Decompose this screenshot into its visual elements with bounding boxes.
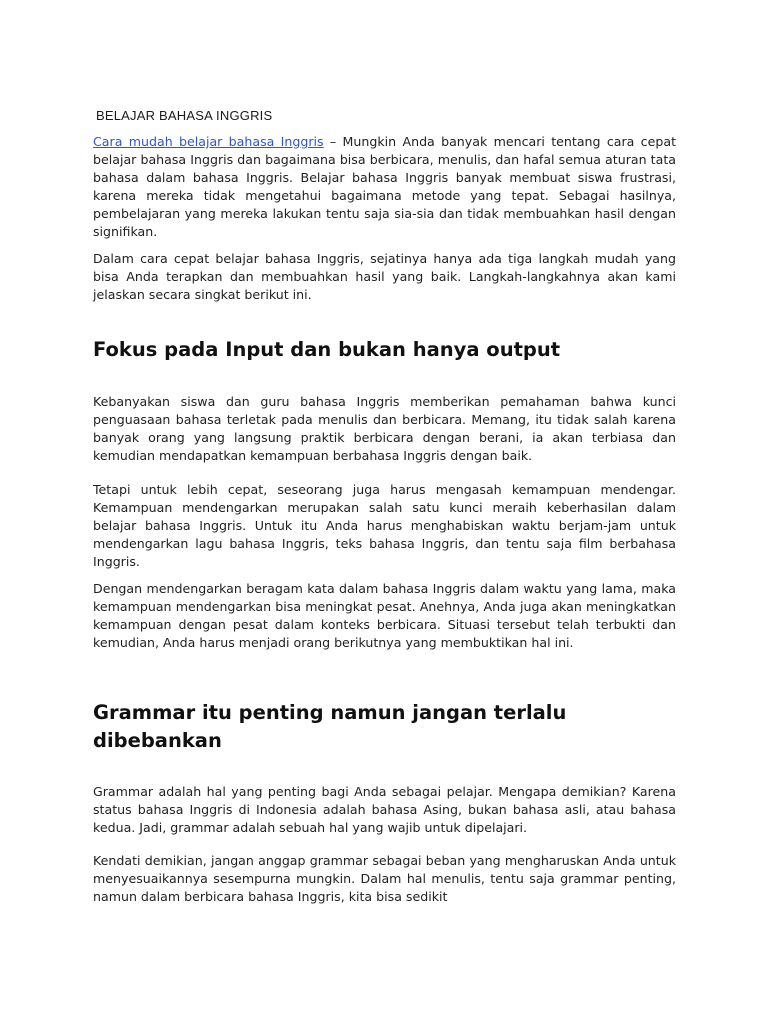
document-title: BELAJAR BAHASA INGGRIS	[96, 108, 273, 123]
heading-focus-input: Fokus pada Input dan bukan hanya output	[93, 338, 561, 361]
paragraph-5: Dengan mendengarkan beragam kata dalam bahasa Inggris dalam waktu yang lama, maka kemampuan mendengarkan bisa meningkat pesat. Anehnya, Anda juga akan meningkatkan kemampuan dengan pesat dalam konteks berbicara. Situasi tersebut telah terbukti dan kemudian, Anda harus menjadi orang berikutnya yang membuktikan hal ini.	[93, 581, 676, 650]
intro-text: – Mungkin Anda banyak mencari tentang cara cepat belajar bahasa Inggris dan bagaimana bisa berbicara, menulis, dan hafal semua aturan tata bahasa dalam bahasa Inggris. Belajar bahasa Inggris banyak membuat siswa frustrasi, karena mereka tidak mengetahui bagaimana metode yang tepat. Sebagai hasilnya, pembelajaran yang mereka lakukan tentu saja sia-sia dan tidak membuahkan hasil dengan signifikan.	[93, 134, 677, 239]
intro-link[interactable]: Cara mudah belajar bahasa Inggris	[93, 134, 324, 149]
paragraph-2: Dalam cara cepat belajar bahasa Inggris, sejatinya hanya ada tiga langkah mudah yang bisa Anda terapkan dan membuahkan hasil yang baik. Langkah-langkahnya akan kami jelaskan secara singkat berikut ini.	[93, 251, 676, 302]
paragraph-6: Grammar adalah hal yang penting bagi Anda sebagai pelajar. Mengapa demikian? Karena status bahasa Inggris di Indonesia adalah bahasa Asing, bukan bahasa asli, atau bahasa kedua. Jadi, grammar adalah sebuah hal yang wajib untuk dipelajari.	[93, 784, 676, 835]
intro-paragraph	[93, 133, 676, 241]
paragraph-3: Kebanyakan siswa dan guru bahasa Inggris memberikan pemahaman bahwa kunci penguasaan bahasa terletak pada menulis dan berbicara. Memang, itu tidak salah karena banyak orang yang langsung praktik berbicara dengan berani, ia akan terbiasa dan kemudian mendapatkan kemampuan berbahasa Inggris dengan baik.	[93, 394, 676, 463]
heading-grammar: Grammar itu penting namun jangan terlalu dibebankan	[93, 701, 567, 752]
paragraph-4: Tetapi untuk lebih cepat, seseorang juga harus mengasah kemampuan mendengar. Kemampuan mendengarkan merupakan salah satu kunci meraih keberhasilan dalam belajar bahasa Inggris. Untuk itu Anda harus menghabiskan waktu berjam-jam untuk mendengarkan lagu bahasa Inggris, teks bahasa Inggris, dan tentu saja film berbahasa Inggris.	[93, 482, 676, 569]
paragraph-7: Kendati demikian, jangan anggap grammar sebagai beban yang mengharuskan Anda untuk menyesuaikannya sesempurna mungkin. Dalam hal menulis, tentu saja grammar penting, namun dalam berbicara bahasa Inggris, kita bisa sedikit	[93, 853, 676, 904]
